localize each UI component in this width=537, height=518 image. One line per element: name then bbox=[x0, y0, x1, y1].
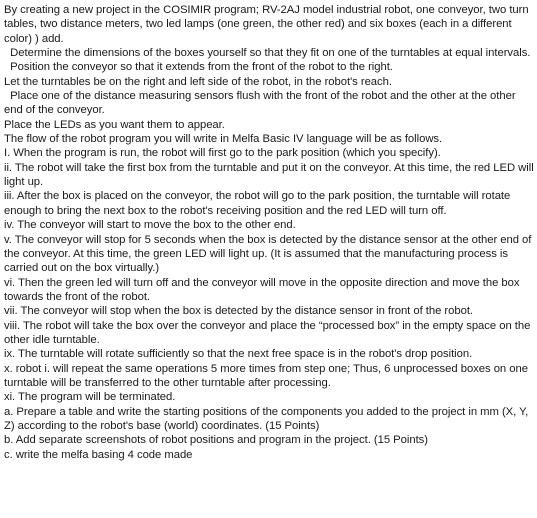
paragraph-leds: Place the LEDs as you want them to appear. bbox=[4, 118, 225, 131]
document-body bbox=[4, 3, 534, 462]
paragraph-conveyor-position: Position the conveyor so that it extends from the front of the robot to the right. bbox=[4, 61, 393, 74]
step-viii: viii. The robot will take the box over the conveyor and place the “processed box” in the empty space on the other idle turntable. bbox=[4, 319, 531, 346]
task-b: b. Add separate screenshots of robot positions and program in the project. (15 Points) bbox=[4, 434, 428, 447]
task-a: a. Prepare a table and write the starting positions of the components you added to the project in mm (X, Y, Z) according to the robot's base (world) coordinates. (15 Points) bbox=[4, 405, 529, 432]
paragraph-box-dimensions: Determine the dimensions of the boxes yourself so that they fit on one of the turntables at equal intervals. bbox=[4, 47, 531, 60]
step-ii: ii. The robot will take the first box from the turntable and put it on the conveyor. At this time, the red LED will light up. bbox=[4, 161, 534, 189]
step-i: I. When the program is run, the robot will first go to the park position (which you specify). bbox=[4, 147, 441, 160]
paragraph-turntables: Let the turntables be on the right and left side of the robot, in the robot's reach. bbox=[4, 75, 392, 88]
step-vii: vii. The conveyor will stop when the box is detected by the distance sensor in front of the robot. bbox=[4, 305, 473, 318]
step-xi: xi. The program will be terminated. bbox=[4, 391, 176, 404]
paragraph-program-flow: The flow of the robot program you will write in Melfa Basic IV language will be as follows. bbox=[4, 133, 443, 146]
paragraph-intro: By creating a new project in the COSIMIR program; RV-2AJ model industrial robot, one conveyor, two turn tables, two distance meters, two led lamps (one green, the other red) and six boxes (each in a different color) ) add. bbox=[4, 4, 529, 45]
step-iv: iv. The conveyor will start to move the box to the other end. bbox=[4, 219, 296, 232]
step-vi: vi. Then the green led will turn off and the conveyor will move in the opposite direction and move the box towards the front of the robot. bbox=[4, 276, 520, 303]
step-v: v. The conveyor will stop for 5 seconds when the box is detected by the distance sensor at the other end of the conveyor. At this time, the green LED will light up. (It is assumed that the manufacturing process is carried out on the box virtually.) bbox=[4, 233, 532, 275]
task-c: c. write the melfa basing 4 code made bbox=[4, 448, 193, 461]
paragraph-sensors: Place one of the distance measuring sensors flush with the front of the robot and the other at the other end of the conveyor. bbox=[4, 90, 516, 117]
step-iii: iii. After the box is placed on the conveyor, the robot will go to the park position, the turntable will rotate enough to bring the next box to the robot's receiving position and the red LED will turn off. bbox=[4, 190, 511, 217]
step-ix: ix. The turntable will rotate sufficiently so that the next free space is in the robot's drop position. bbox=[4, 348, 473, 361]
step-x: x. robot i. will repeat the same operations 5 more times from step one; Thus, 6 unprocessed boxes on one turntable will be transferred to the other turntable after processing. bbox=[4, 362, 528, 389]
